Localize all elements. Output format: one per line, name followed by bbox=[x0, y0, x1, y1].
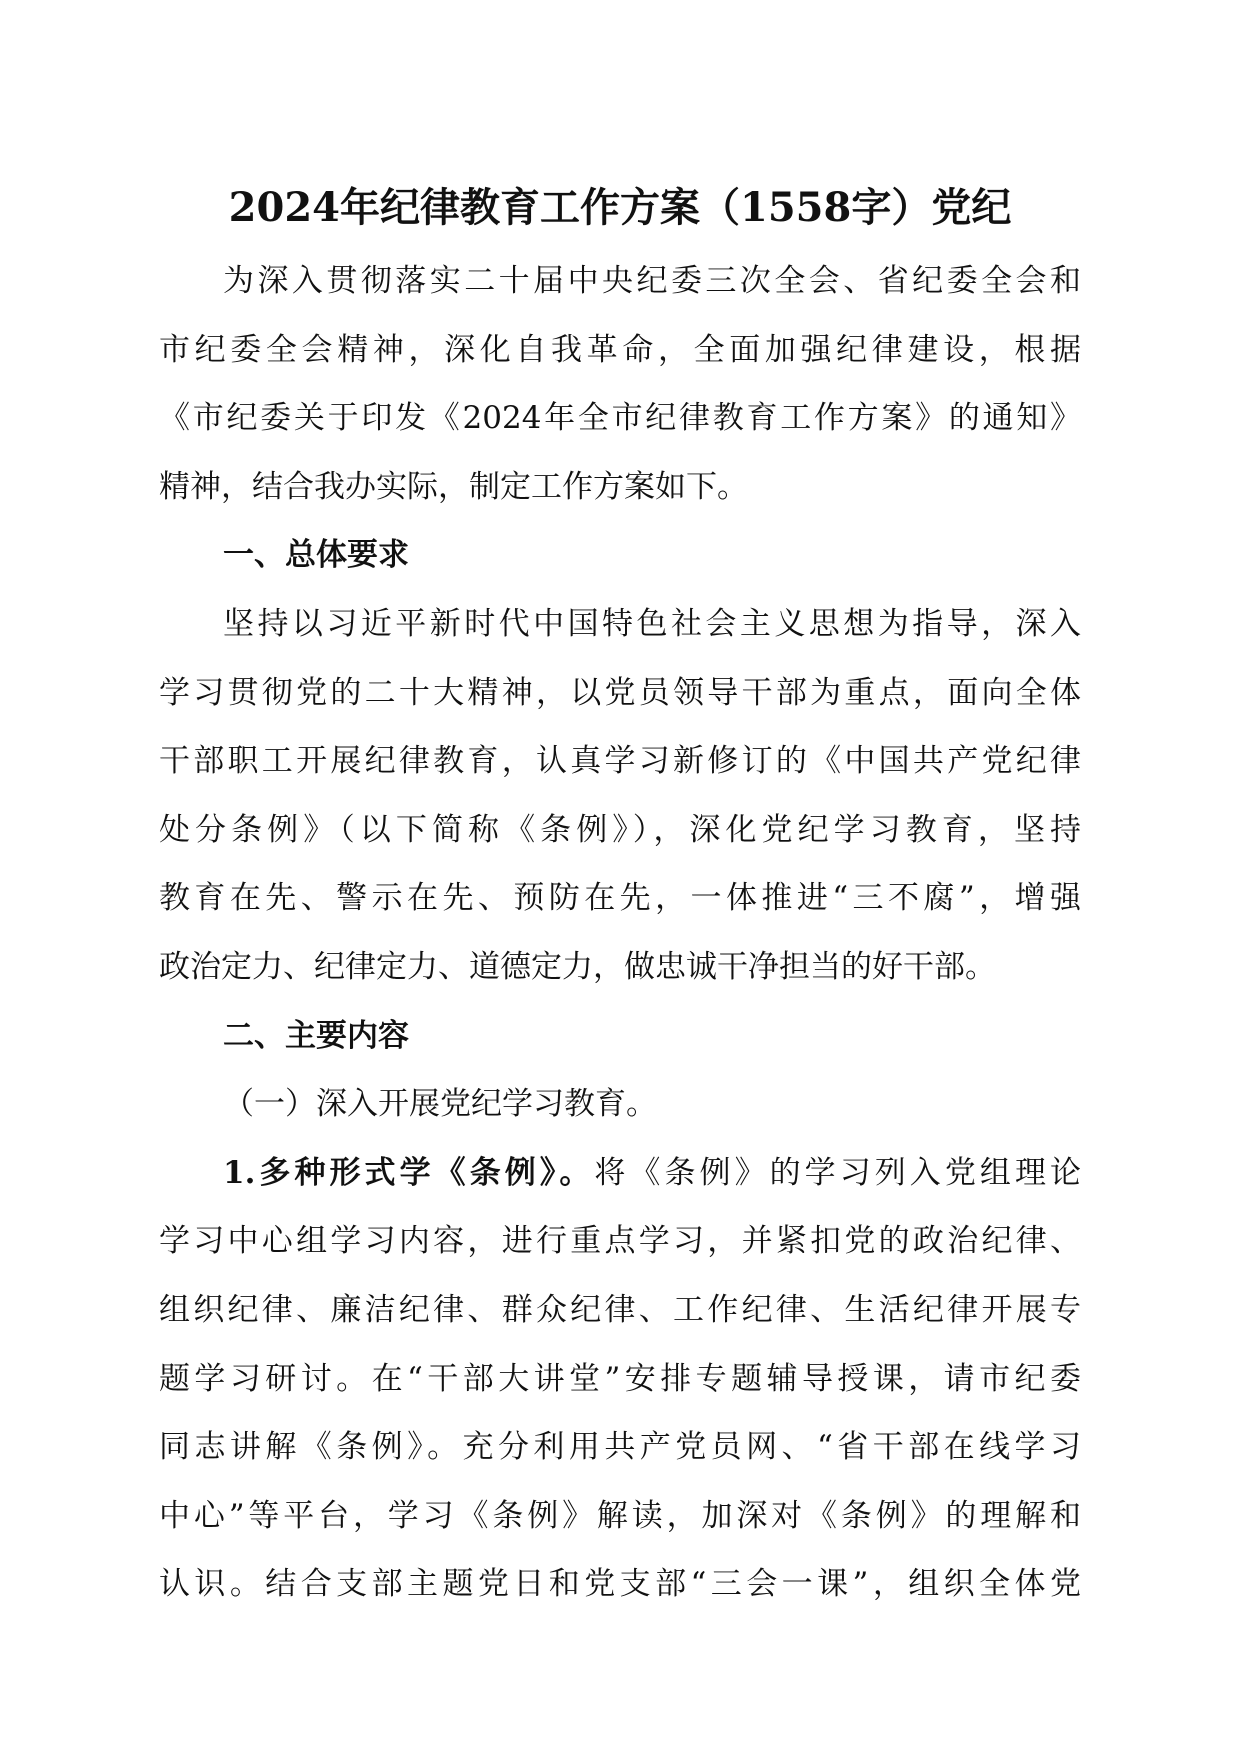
paragraph-line: 组织纪律、廉洁纪律、群众纪律、工作纪律、生活纪律开展专 bbox=[159, 1291, 1081, 1328]
paragraph-line: 题学习研讨。在“干部大讲堂”安排专题辅导授课，请市纪委 bbox=[159, 1360, 1081, 1397]
paragraph-line: 精神，结合我办实际，制定工作方案如下。 bbox=[159, 468, 748, 505]
paragraph-line: 认识。结合支部主题党日和党支部“三会一课”，组织全体党 bbox=[159, 1566, 1081, 1603]
paragraph-line: 处分条例》（以下简称《条例》），深化党纪学习教育，坚持 bbox=[159, 811, 1081, 848]
paragraph-line: 政治定力、纪律定力、道德定力，做忠诚干净担当的好干部。 bbox=[159, 948, 996, 985]
paragraph-line: 《市纪委关于印发《2024年全市纪律教育工作方案》的通知》 bbox=[159, 400, 1081, 437]
paragraph-line: 教育在先、警示在先、预防在先，一体推进“三不腐”，增强 bbox=[159, 880, 1081, 917]
paragraph-line: 干部职工开展纪律教育，认真学习新修订的《中国共产党纪律 bbox=[159, 743, 1081, 780]
paragraph-line: 学习中心组学习内容，进行重点学习，并紧扣党的政治纪律、 bbox=[159, 1223, 1081, 1260]
item-heading: 1.多种形式学《条例》。 bbox=[223, 1154, 595, 1191]
section-heading: 一、总体要求 bbox=[223, 537, 409, 574]
section-heading: 二、主要内容 bbox=[223, 1017, 409, 1054]
document-title: 2024年纪律教育工作方案（1558字）党纪 bbox=[228, 184, 1012, 231]
paragraph-line: 同志讲解《条例》。充分利用共产党员网、“省干部在线学习 bbox=[159, 1429, 1081, 1466]
item-text: 将《条例》的学习列入党组理论 bbox=[594, 1154, 1081, 1191]
paragraph-line: 学习贯彻党的二十大精神，以党员领导干部为重点，面向全体 bbox=[159, 674, 1081, 711]
paragraph-line: 为深入贯彻落实二十届中央纪委三次全会、省纪委全会和 bbox=[223, 263, 1081, 299]
paragraph-line: 中心”等平台，学习《条例》解读，加深对《条例》的理解和 bbox=[159, 1497, 1081, 1534]
paragraph-line: 坚持以习近平新时代中国特色社会主义思想为指导，深入 bbox=[223, 605, 1081, 642]
paragraph-line: 市纪委全会精神，深化自我革命，全面加强纪律建设，根据 bbox=[159, 331, 1081, 368]
subsection-heading: （一）深入开展党纪学习教育。 bbox=[223, 1086, 657, 1123]
document-body bbox=[159, 251, 1081, 1623]
paragraph-line bbox=[159, 1143, 1081, 1212]
